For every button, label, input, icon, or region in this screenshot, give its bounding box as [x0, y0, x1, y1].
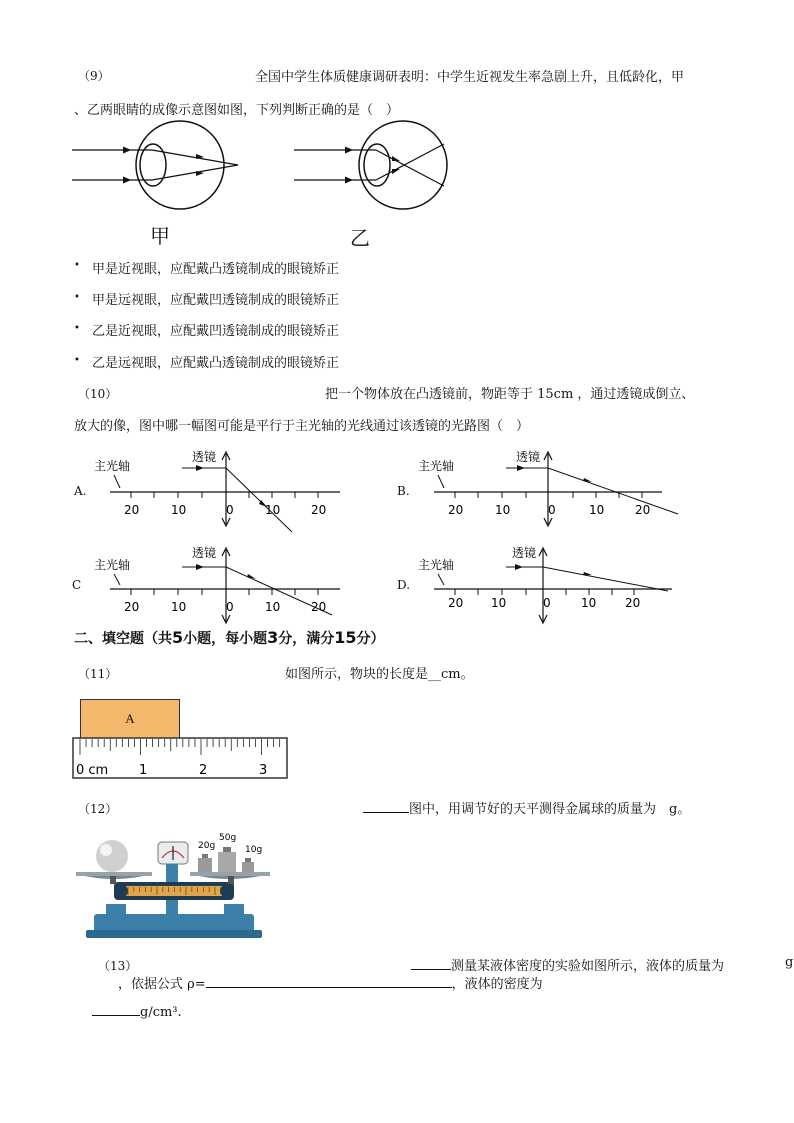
q9-option-c[interactable]: 乙是近视眼，应配戴凹透镜制成的眼镜矫正 [92, 324, 340, 339]
q13-stem-line1 [411, 955, 724, 974]
q10-number: （10） [78, 387, 118, 401]
ruler-label: 2 [199, 763, 208, 778]
option-bullet: • [74, 292, 80, 303]
tick-label: 20 [124, 503, 140, 517]
tick-label: 20 [635, 503, 651, 517]
lens-label: 透镜 [192, 450, 217, 464]
tick-label: 20 [311, 600, 327, 614]
q9-option-b[interactable]: 甲是远视眼，应配戴凹透镜制成的眼镜矫正 [92, 293, 340, 308]
weight-label: 50g [219, 833, 237, 843]
principal-axis-label: 主光轴 [94, 558, 131, 572]
principal-axis-label: 主光轴 [418, 459, 455, 473]
tick-label: 20 [448, 596, 464, 610]
q12-number: （12） [78, 802, 118, 816]
weight-label: 20g [198, 841, 216, 851]
q13-number: （13） [98, 959, 138, 973]
q9-stem-line1: 全国中学生体质健康调研表明：中学生近视发生率急剧上升，且低龄化，甲 [255, 70, 685, 85]
formula-blank[interactable] [206, 987, 452, 988]
principal-axis-label: 主光轴 [94, 459, 131, 473]
answer-blank[interactable] [411, 969, 451, 970]
tick-label: 20 [124, 600, 140, 614]
tick-label: 0 [543, 596, 551, 610]
section-heading-points: 3 [267, 628, 279, 647]
q9-option-d[interactable]: 乙是远视眼，应配戴凸透镜制成的眼镜矫正 [92, 356, 340, 371]
q13-formula-lead: ，依据公式 ρ= [118, 977, 206, 992]
section-heading-part: 小题，每小题 [183, 631, 268, 647]
option-bullet: • [74, 355, 80, 366]
tick-label: 10 [581, 596, 597, 610]
tick-label: 0 [226, 503, 234, 517]
block-a-label: A [125, 711, 135, 726]
q9-stem-line2: 、乙两眼睛的成像示意图如图，下列判断正确的是（ ） [74, 103, 400, 118]
density-blank[interactable] [92, 1015, 140, 1016]
eye-diagrams [70, 120, 460, 250]
q10-option-c-label[interactable]: C [72, 578, 82, 592]
q12-stem-text: 图中，用调节好的天平测得金属球的质量为 g。 [409, 802, 691, 817]
q10-option-a-label[interactable]: A. [74, 484, 87, 498]
ruler [72, 737, 290, 781]
q9-number: （9） [78, 69, 110, 83]
ruler-label: 3 [259, 763, 268, 778]
section-heading-part: 二、填空题（共 [74, 631, 172, 647]
tick-label: 20 [625, 596, 641, 610]
q10-option-d-diagram[interactable] [412, 543, 677, 631]
tick-label: 10 [171, 600, 187, 614]
label-yi: 乙 [350, 226, 370, 250]
section-heading [74, 628, 385, 648]
section-heading-total: 15 [334, 628, 357, 647]
tick-label: 10 [171, 503, 187, 517]
answer-blank[interactable] [363, 812, 409, 813]
q10-stem-line2: 放大的像，图中哪一幅图可能是平行于主光轴的光线通过该透镜的光路图（ ） [74, 419, 530, 434]
tick-label: 10 [589, 503, 605, 517]
q11-stem: 如图所示，物块的长度是__cm。 [285, 667, 474, 682]
balance-scale-illustration [74, 826, 284, 942]
q13-density-unit: g/cm³. [140, 1005, 182, 1020]
tick-label: 10 [265, 600, 281, 614]
q13-stem-text3: ，液体的密度为 [451, 977, 543, 992]
q10-option-a-diagram[interactable] [88, 448, 348, 536]
section-heading-part: 分） [356, 631, 385, 647]
option-bullet: • [74, 260, 80, 271]
tick-label: 0 [548, 503, 556, 517]
eye-yi-diagram [294, 121, 447, 209]
tick-label: 20 [311, 503, 327, 517]
lens-label: 透镜 [192, 546, 217, 560]
q9-option-a[interactable]: 甲是近视眼，应配戴凸透镜制成的眼镜矫正 [92, 262, 340, 277]
q10-option-b-label[interactable]: B. [397, 484, 410, 498]
q13-stem-text1: 测量某液体密度的实验如图所示，液体的质量为 [451, 959, 725, 974]
q12-stem [363, 798, 690, 817]
eye-jia-diagram [72, 121, 238, 209]
lens-label: 透镜 [516, 450, 541, 464]
tick-label: 10 [265, 503, 281, 517]
lens-label: 透镜 [512, 546, 537, 560]
label-jia: 甲 [150, 224, 170, 248]
q13-stem-line3 [92, 1005, 182, 1020]
tick-label: 20 [448, 503, 464, 517]
tick-label: 10 [495, 503, 511, 517]
section-heading-count: 5 [172, 628, 184, 647]
principal-axis-label: 主光轴 [418, 558, 455, 572]
q10-stem-line1: 把一个物体放在凸透镜前，物距等于 15cm ，通过透镜成倒立、 [325, 387, 695, 402]
q10-option-b-diagram[interactable] [412, 448, 682, 536]
block-a [80, 699, 180, 739]
ruler-label: 1 [139, 763, 148, 778]
tick-label: 0 [226, 600, 234, 614]
weight-label: 10g [245, 845, 263, 855]
q13-unit-g: g [785, 955, 794, 970]
q11-number: （11） [78, 667, 118, 681]
tick-label: 10 [491, 596, 507, 610]
ruler-label: 0 cm [76, 763, 109, 778]
q13-stem-line2 [118, 973, 543, 992]
q10-option-c-diagram[interactable] [88, 543, 348, 631]
q10-option-d-label[interactable]: D. [397, 578, 411, 592]
section-heading-part: 分，满分 [278, 631, 335, 647]
option-bullet: • [74, 323, 80, 334]
